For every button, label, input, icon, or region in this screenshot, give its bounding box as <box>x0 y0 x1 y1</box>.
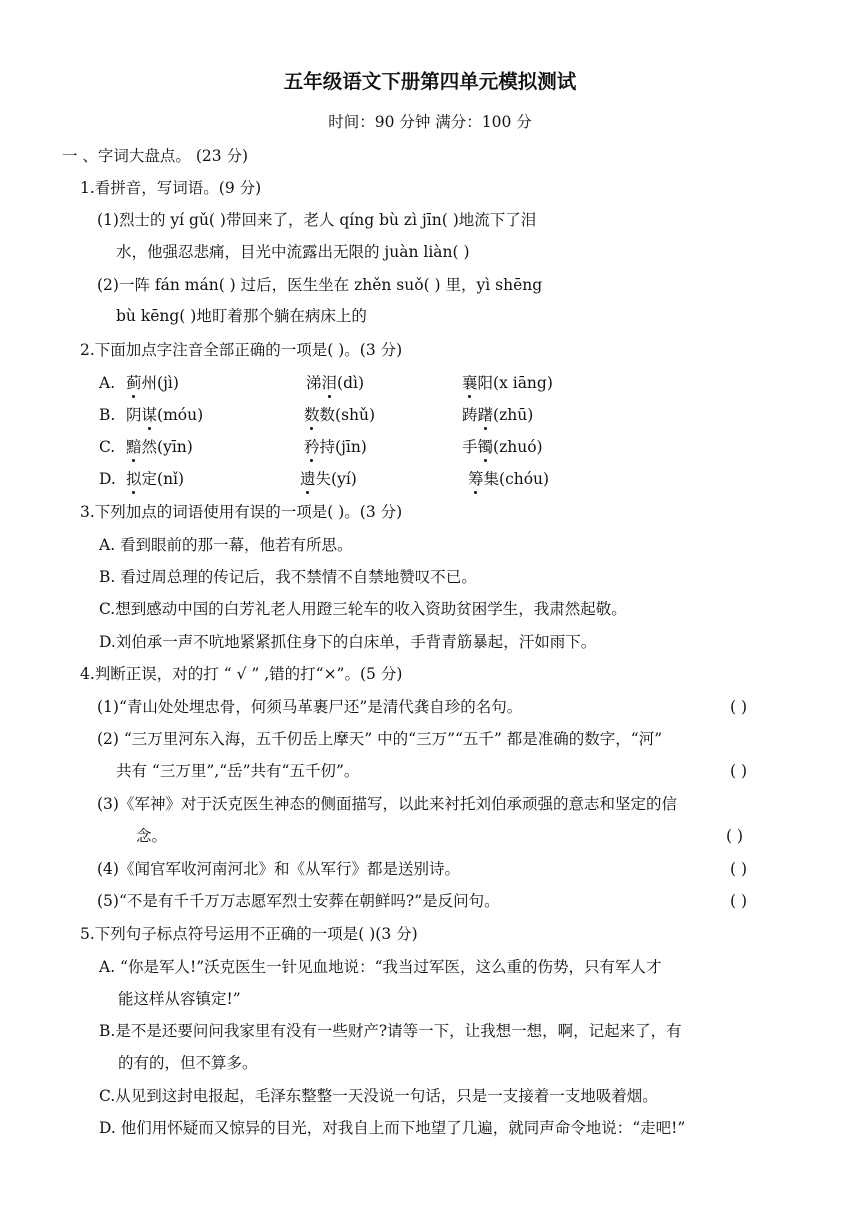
option-item: 筹集(chóu) <box>468 470 550 488</box>
option-item: 阴谋(móu) <box>126 406 204 424</box>
q5-option-b-cont: 的有的，但不算多。 <box>118 1054 258 1072</box>
q3-option-d: D.刘伯承一声不吭地紧紧抓住身下的白床单，手背青筋暴起，汗如雨下。 <box>99 633 597 651</box>
q3-option-c: C.想到感动中国的白芳礼老人用蹬三轮车的收入资助贫困学生，我肃然起敬。 <box>99 600 627 618</box>
q5-option-a-cont: 能这样从容镇定!” <box>118 990 241 1008</box>
option-item: 遗失(yí) <box>300 470 357 488</box>
answer-blank: ( ) <box>730 860 748 878</box>
q4-statement-3-cont: 念。 <box>136 827 168 845</box>
q1-line-1: (1)烈士的 yí gǔ( )带回来了，老人 qíng bù zì jīn( )地流下了泪 <box>97 211 537 229</box>
q5-option-b: B.是不是还要问问我家里有没有一些财产?请等一下，让我想一想，啊，记起来了，有 <box>99 1022 682 1040</box>
q4-prompt: 4.判断正误，对的打 “ √ ” ,错的打“×”。(5 分) <box>80 665 403 683</box>
answer-blank: ( ) <box>730 762 748 780</box>
option-item: 数数(shǔ) <box>304 406 376 424</box>
section-heading: 一 、字词大盘点。 (23 分) <box>62 147 249 165</box>
option-label: B. <box>99 406 116 424</box>
q1-line-3: (2)一阵 fán mán( ) 过后，医生坐在 zhěn suǒ( ) 里，yì shēng <box>97 276 543 294</box>
q4-statement-4: (4)《闻官军收河南河北》和《从军行》都是送别诗。 <box>97 860 460 878</box>
option-item: 蓟州(jì) <box>126 374 179 392</box>
option-item: 黯然(yīn) <box>126 438 193 456</box>
option-label: D. <box>99 470 116 488</box>
q4-statement-3: (3)《军神》对于沃克医生神态的侧面描写，以此来衬托刘伯承顽强的意志和坚定的信 <box>97 795 677 813</box>
q1-line-2: 水，他强忍悲痛，目光中流露出无限的 juàn liàn( ) <box>116 243 470 261</box>
q2-prompt: 2.下面加点字注音全部正确的一项是( )。(3 分) <box>80 341 403 359</box>
option-item: 襄阳(x iāng) <box>462 374 553 392</box>
answer-blank: ( ) <box>730 892 748 910</box>
answer-blank: ( ) <box>730 698 748 716</box>
q4-statement-1: (1)“青山处处埋忠骨，何须马革裹尸还”是清代龚自珍的名句。 <box>97 698 523 716</box>
option-item: 拟定(nǐ) <box>126 470 185 488</box>
q3-option-b: B. 看过周总理的传记后，我不禁情不自禁地赞叹不已。 <box>99 568 477 586</box>
q4-statement-5: (5)“不是有千千万万志愿军烈士安葬在朝鲜吗?”是反问句。 <box>97 892 500 910</box>
q1-prompt: 1.看拼音，写词语。(9 分) <box>80 179 262 197</box>
option-item: 踌躇(zhū) <box>462 406 534 424</box>
q5-option-d: D. 他们用怀疑而又惊异的目光，对我自上而下地望了几遍，就同声命令地说：“走吧!” <box>99 1119 686 1137</box>
q3-prompt: 3.下列加点的词语使用有误的一项是( )。(3 分) <box>80 503 403 521</box>
q5-prompt: 5.下列句子标点符号运用不正确的一项是( )(3 分) <box>80 925 418 943</box>
q4-statement-2: (2) “三万里河东入海，五千仞岳上摩天” 中的“三万”“五千” 都是准确的数字，“河” <box>97 730 663 748</box>
option-item: 手镯(zhuó) <box>462 438 543 456</box>
option-item: 涕泪(dì) <box>306 374 365 392</box>
exam-time-score: 时间：90 分钟 满分：100 分 <box>328 113 532 131</box>
option-label: A. <box>99 374 116 392</box>
page-title: 五年级语文下册第四单元模拟测试 <box>283 70 577 93</box>
q1-line-4: bù kēng( )地盯着那个躺在病床上的 <box>116 307 367 325</box>
option-label: C. <box>99 438 116 456</box>
answer-blank: ( ) <box>726 827 744 845</box>
q5-option-c: C.从见到这封电报起，毛泽东整整一天没说一句话，只是一支接着一支地吸着烟。 <box>99 1087 658 1105</box>
q3-option-a: A. 看到眼前的那一幕，他若有所思。 <box>99 536 353 554</box>
option-item: 矜持(jīn) <box>304 438 367 456</box>
q4-statement-2-cont: 共有 “三万里”,“岳”共有“五千仞”。 <box>116 762 360 780</box>
q5-option-a: A. “你是军人!”沃克医生一针见血地说：“我当过军医，这么重的伤势，只有军人才 <box>99 958 662 976</box>
